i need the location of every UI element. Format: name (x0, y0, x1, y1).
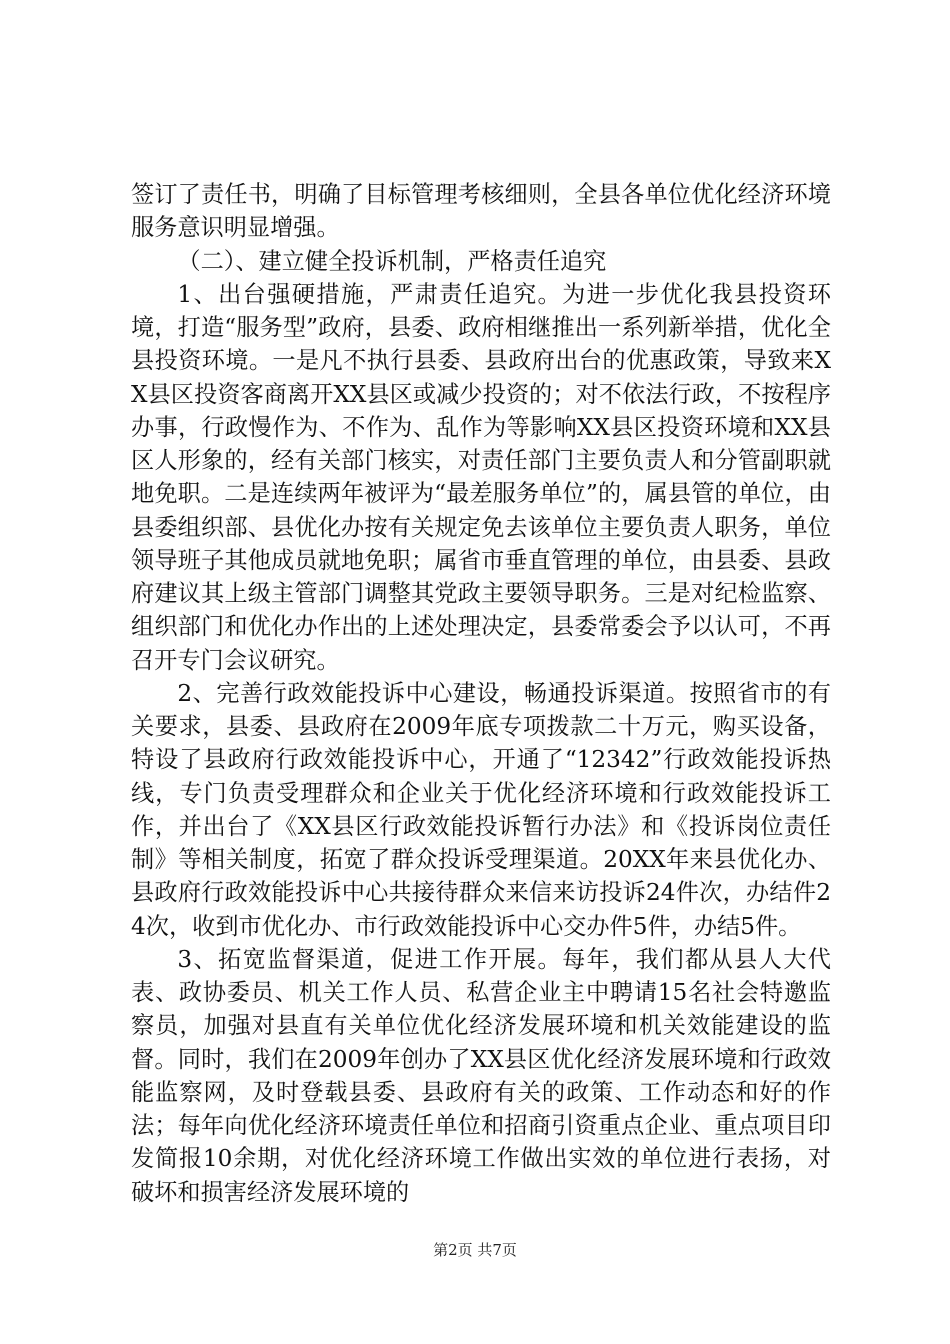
paragraph-continuation: 签订了责任书，明确了目标管理考核细则，全县各单位优化经济环境服务意识明显增强。 (131, 181, 831, 242)
page-footer: 第2页 共7页 (433, 1241, 517, 1259)
document-body (131, 178, 831, 1209)
paragraph-complaint-center: 2、完善行政效能投诉中心建设，畅通投诉渠道。按照省市的有关要求，县委、县政府在2009年底专项拨款二十万元，购买设备，特设了县政府行政效能投诉中心，开通了“12342”行政效能投诉热线，专门负责受理群众和企业关于优化经济环境和行政效能投诉工作，并出台了《XX县区行政效能投诉暂行办法》和《投诉岗位责任制》等相关制度，拓宽了群众投诉受理渠道。20XX年来县优化办、县政府行政效能投诉中心共接待群众来信来访投诉24件次，办结件24次，收到市优化办、市行政效能投诉中心交办件5件，办结5件。 (131, 679, 831, 940)
section-heading: （二）、建立健全投诉机制，严格责任追究 (177, 247, 607, 275)
paragraph-supervision: 3、拓宽监督渠道，促进工作开展。每年，我们都从县人大代表、政协委员、机关工作人员、私营企业主中聘请15名社会特邀监察员，加强对县直有关单位优化经济发展环境和机关效能建设的监督。同时，我们在2009年创办了XX县区优化经济发展环境和行政效能监察网，及时登载县委、县政府有关的政策、工作动态和好的作法；每年向优化经济环境责任单位和招商引资重点企业、重点项目印发简报10余期，对优化经济环境工作做出实效的单位进行表扬，对破坏和损害经济发展环境的 (131, 945, 831, 1206)
paragraph-measures: 1、出台强硬措施，严肃责任追究。为进一步优化我县投资环境，打造“服务型”政府，县委、政府相继推出一系列新举措，优化全县投资环境。一是凡不执行县委、县政府出台的优惠政策，导致来XX县区投资客商离开XX县区或减少投资的；对不依法行政，不按程序办事，行政慢作为、不作为、乱作为等影响XX县区投资环境和XX县区人形象的，经有关部门核实，对责任部门主要负责人和分管副职就地免职。二是连续两年被评为“最差服务单位”的，属县管的单位，由县委组织部、县优化办按有关规定免去该单位主要负责人职务，单位领导班子其他成员就地免职；属省市垂直管理的单位，由县委、县政府建议其上级主管部门调整其党政主要领导职务。三是对纪检监察、组织部门和优化办作出的上述处理决定，县委常委会予以认可，不再召开专门会议研究。 (131, 280, 831, 674)
